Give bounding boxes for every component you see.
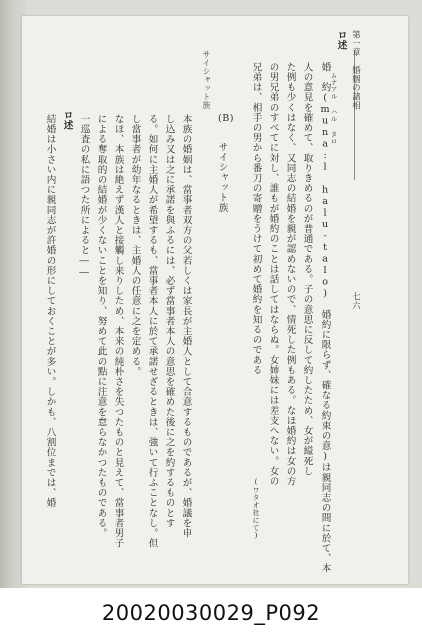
body-column-6: 本族の婚姻は、當事者双方の父若しくは家長が主婚人として合意するものであるが、婚議を申 xyxy=(180,114,192,539)
body-column-1: 婚 約(muna:l halu-talo) 婚約に限らず、確なる約束の意)は親同志の間に於て、本 xyxy=(319,62,331,574)
body-column-3: た例も少くはなく、又同志の結婚を親が認めないので、情死した例もある。なほ婚約は女の方 xyxy=(284,62,296,487)
note-marker-1: ロ述 xyxy=(335,30,347,51)
margin-label: サイシャット族 xyxy=(202,50,211,110)
note-marker-2: ロ述 xyxy=(61,110,73,131)
body-column-5: 兄弟は、相手の男から番刀の寄贈をうけて初めて婚約を知るのである xyxy=(250,62,262,376)
body-column-8: る。如何に主婚人が希望するも、當事者本人に於て承諾せざるときは、強いて行ふことなし。但 xyxy=(146,114,158,549)
body-column-9: し當事者が幼年なるときは、主婚人の任意に之を定める。 xyxy=(129,114,141,377)
section-title: サイシャット族 xyxy=(216,142,228,213)
body-column-4: の男兄弟のすべてに対し、誰もが婚約のことは話してはならぬ。女姉妹には差支へない。女の xyxy=(267,62,279,487)
body-column-7: し込み又は之に承諾を與ふるには、必ず當事者本人の意思を確めた後に之を約するものとす xyxy=(163,114,175,529)
chapter-header: 第一章 婚姻の諸相 xyxy=(351,30,362,111)
page-number: 七六 xyxy=(351,292,362,310)
ruby-reading: ムナアル ハル タロ xyxy=(329,72,338,145)
body-column-2: 人の意見を確めて、取りきめるのが普通である。子の意思に反して約したため、女が縊死し xyxy=(301,62,313,477)
image-caption: 20020030029_P092 xyxy=(101,601,321,625)
section-heading: (B) xyxy=(218,113,235,124)
source-note: (ワタオ社にて) xyxy=(252,478,260,540)
body-column-13: 結婚は小さい内に親同志が許婚の形にしておくことが多い。しかも、八割位までは、婚 xyxy=(44,114,56,508)
body-column-11: による奪取的の結婚が少くないことを知り、努めて此の點に注意を怠らなかつたものである。 xyxy=(95,114,107,539)
body-column-10: なほ、本族は絶えず漢人と接觸し来りしため、本来の純朴さを失つたものと見えて、當事者男子 xyxy=(112,114,124,549)
book-page xyxy=(22,16,408,584)
body-column-12: 一巡査の私に語つた所によると―― xyxy=(78,114,90,279)
